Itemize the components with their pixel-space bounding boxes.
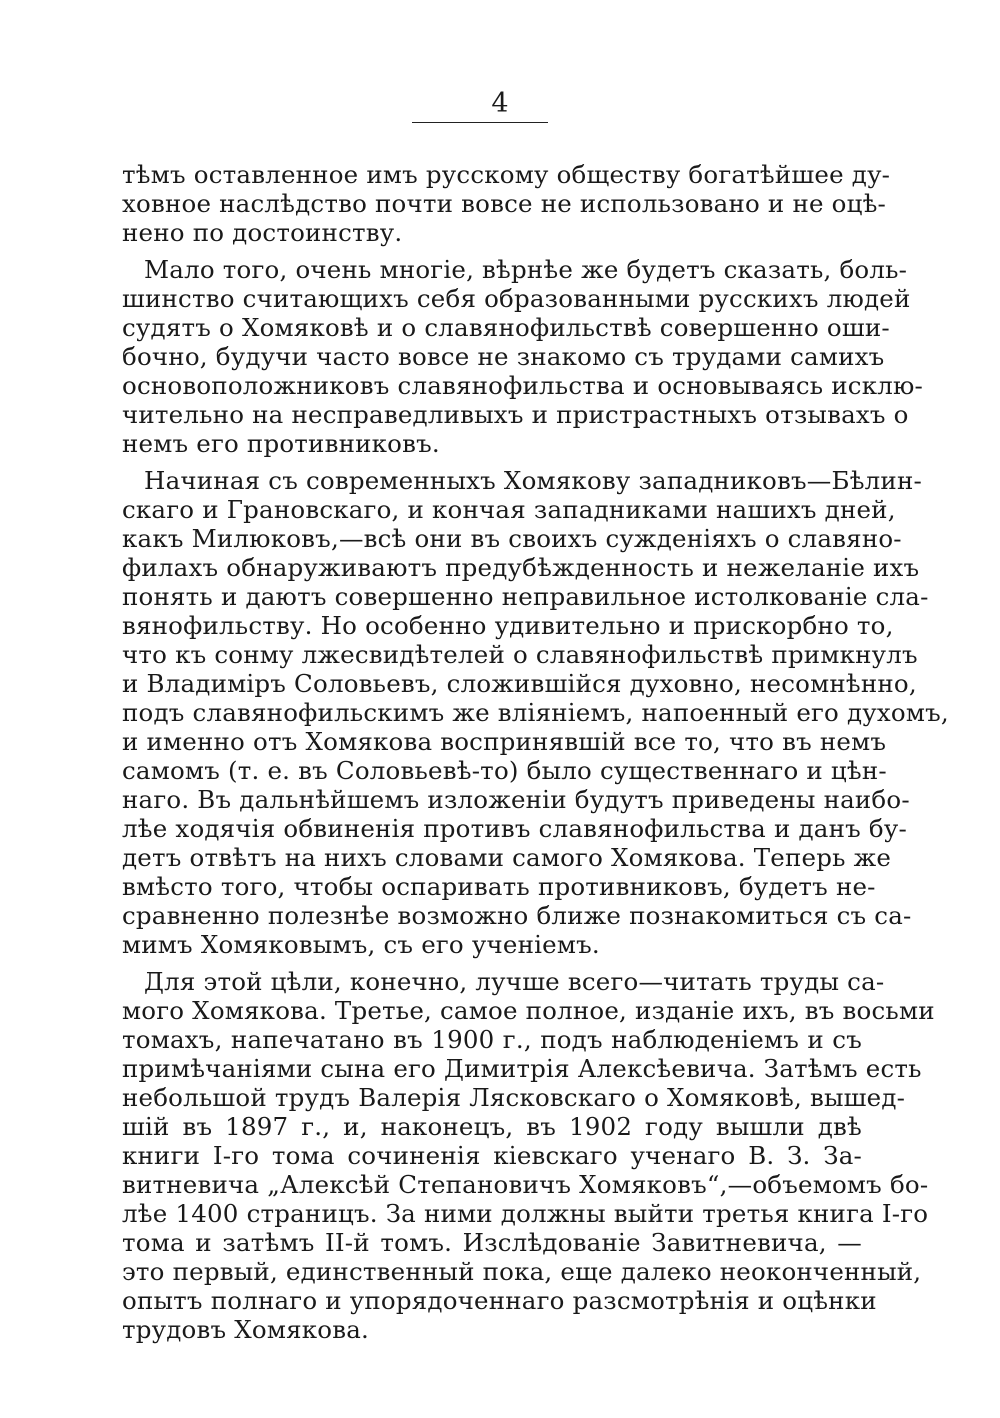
text-line: детъ отвѣтъ на нихъ словами самого Хомякова. Теперь же <box>122 843 892 872</box>
text-line: ховное наслѣдство почти вовсе не использовано и не оцѣ- <box>122 189 887 218</box>
text-line: сравненно полезнѣе возможно ближе познакомиться съ са- <box>122 901 912 930</box>
text-line: подъ славянофильскимъ же вліяніемъ, напоенный его духомъ, <box>122 698 949 727</box>
page-number: 4 <box>491 88 509 119</box>
body-text <box>122 160 949 1352</box>
text-line: мого Хомякова. Третье, самое полное, изданіе ихъ, въ восьми <box>122 996 935 1025</box>
text-line: шій въ 1897 г., и, наконецъ, въ 1902 году вышли двѣ <box>122 1112 862 1141</box>
text-line: Для этой цѣли, конечно, лучше всего—читать труды са- <box>144 967 885 996</box>
text-line: какъ Милюковъ,—всѣ они въ своихъ сужденіяхъ о славяно- <box>122 524 902 553</box>
text-line: немъ его противниковъ. <box>122 429 440 458</box>
text-line: и именно отъ Хомякова воспринявшій все то, что въ немъ <box>122 727 887 756</box>
text-line: основоположниковъ славянофильства и основываясь исклю- <box>122 371 924 400</box>
text-line: витневича „Алексѣй Степановичъ Хомяковъ“,—объемомъ бо- <box>122 1170 929 1199</box>
text-line: трудовъ Хомякова. <box>122 1315 370 1344</box>
text-line: тѣмъ оставленное имъ русскому обществу богатѣйшее ду- <box>122 160 891 189</box>
text-line: филахъ обнаруживаютъ предубѣжденность и нежеланіе ихъ <box>122 553 920 582</box>
text-line: это первый, единственный пока, еще далеко неоконченный, <box>122 1257 922 1286</box>
text-line: чительно на несправедливыхъ и пристрастныхъ отзывахъ о <box>122 400 909 429</box>
text-line: наго. Въ дальнѣйшемъ изложеніи будутъ приведены наибо- <box>122 785 910 814</box>
text-line: понять и даютъ совершенно неправильное истолкованіе сла- <box>122 582 929 611</box>
paragraph <box>122 160 891 247</box>
text-line: Начиная съ современныхъ Хомякову западниковъ—Бѣлин- <box>144 466 922 495</box>
text-line: самомъ (т. е. въ Соловьевѣ-то) было существеннаго и цѣн- <box>122 756 887 785</box>
text-line: лѣе 1400 страницъ. За ними должны выйти третья книга I-го <box>122 1199 929 1228</box>
paragraph <box>122 255 924 458</box>
paragraph <box>122 466 949 959</box>
text-line: лѣе ходячія обвиненія противъ славянофильства и данъ бу- <box>122 814 907 843</box>
text-line: небольшой трудъ Валерія Лясковскаго о Хомяковѣ, вышед- <box>122 1083 906 1112</box>
text-line: скаго и Грановскаго, и кончая западниками нашихъ дней, <box>122 495 896 524</box>
header-rule <box>412 122 548 123</box>
text-line: томахъ, напечатано въ 1900 г., подъ наблюденіемъ и съ <box>122 1025 862 1054</box>
text-line: бочно, будучи часто вовсе не знакомо съ трудами самихъ <box>122 342 885 371</box>
text-line: Мало того, очень многіе, вѣрнѣе же будетъ сказать, боль- <box>144 255 908 284</box>
text-line: нено по достоинству. <box>122 218 403 247</box>
text-line: судятъ о Хомяковѣ и о славянофильствѣ совершенно оши- <box>122 313 890 342</box>
text-line: опытъ полнаго и упорядоченнаго разсмотрѣнія и оцѣнки <box>122 1286 877 1315</box>
text-line: что къ сонму лжесвидѣтелей о славянофильствѣ примкнулъ <box>122 640 918 669</box>
text-line: и Владиміръ Соловьевъ, сложившійся духовно, несомнѣнно, <box>122 669 917 698</box>
text-line: вянофильству. Но особенно удивительно и прискорбно то, <box>122 611 894 640</box>
text-line: примѣчаніями сына его Димитрія Алексѣевича. Затѣмъ есть <box>122 1054 922 1083</box>
paragraph <box>122 967 935 1344</box>
text-line: шинство считающихъ себя образованными русскихъ людей <box>122 284 911 313</box>
text-line: вмѣсто того, чтобы оспаривать противниковъ, будетъ не- <box>122 872 876 901</box>
text-line: мимъ Хомяковымъ, съ его ученіемъ. <box>122 930 600 959</box>
text-line: тома и затѣмъ II-й томъ. Изслѣдованіе Завитневича, — <box>122 1228 862 1257</box>
text-line: книги I-го тома сочиненія кіевскаго ученаго В. З. За- <box>122 1141 862 1170</box>
